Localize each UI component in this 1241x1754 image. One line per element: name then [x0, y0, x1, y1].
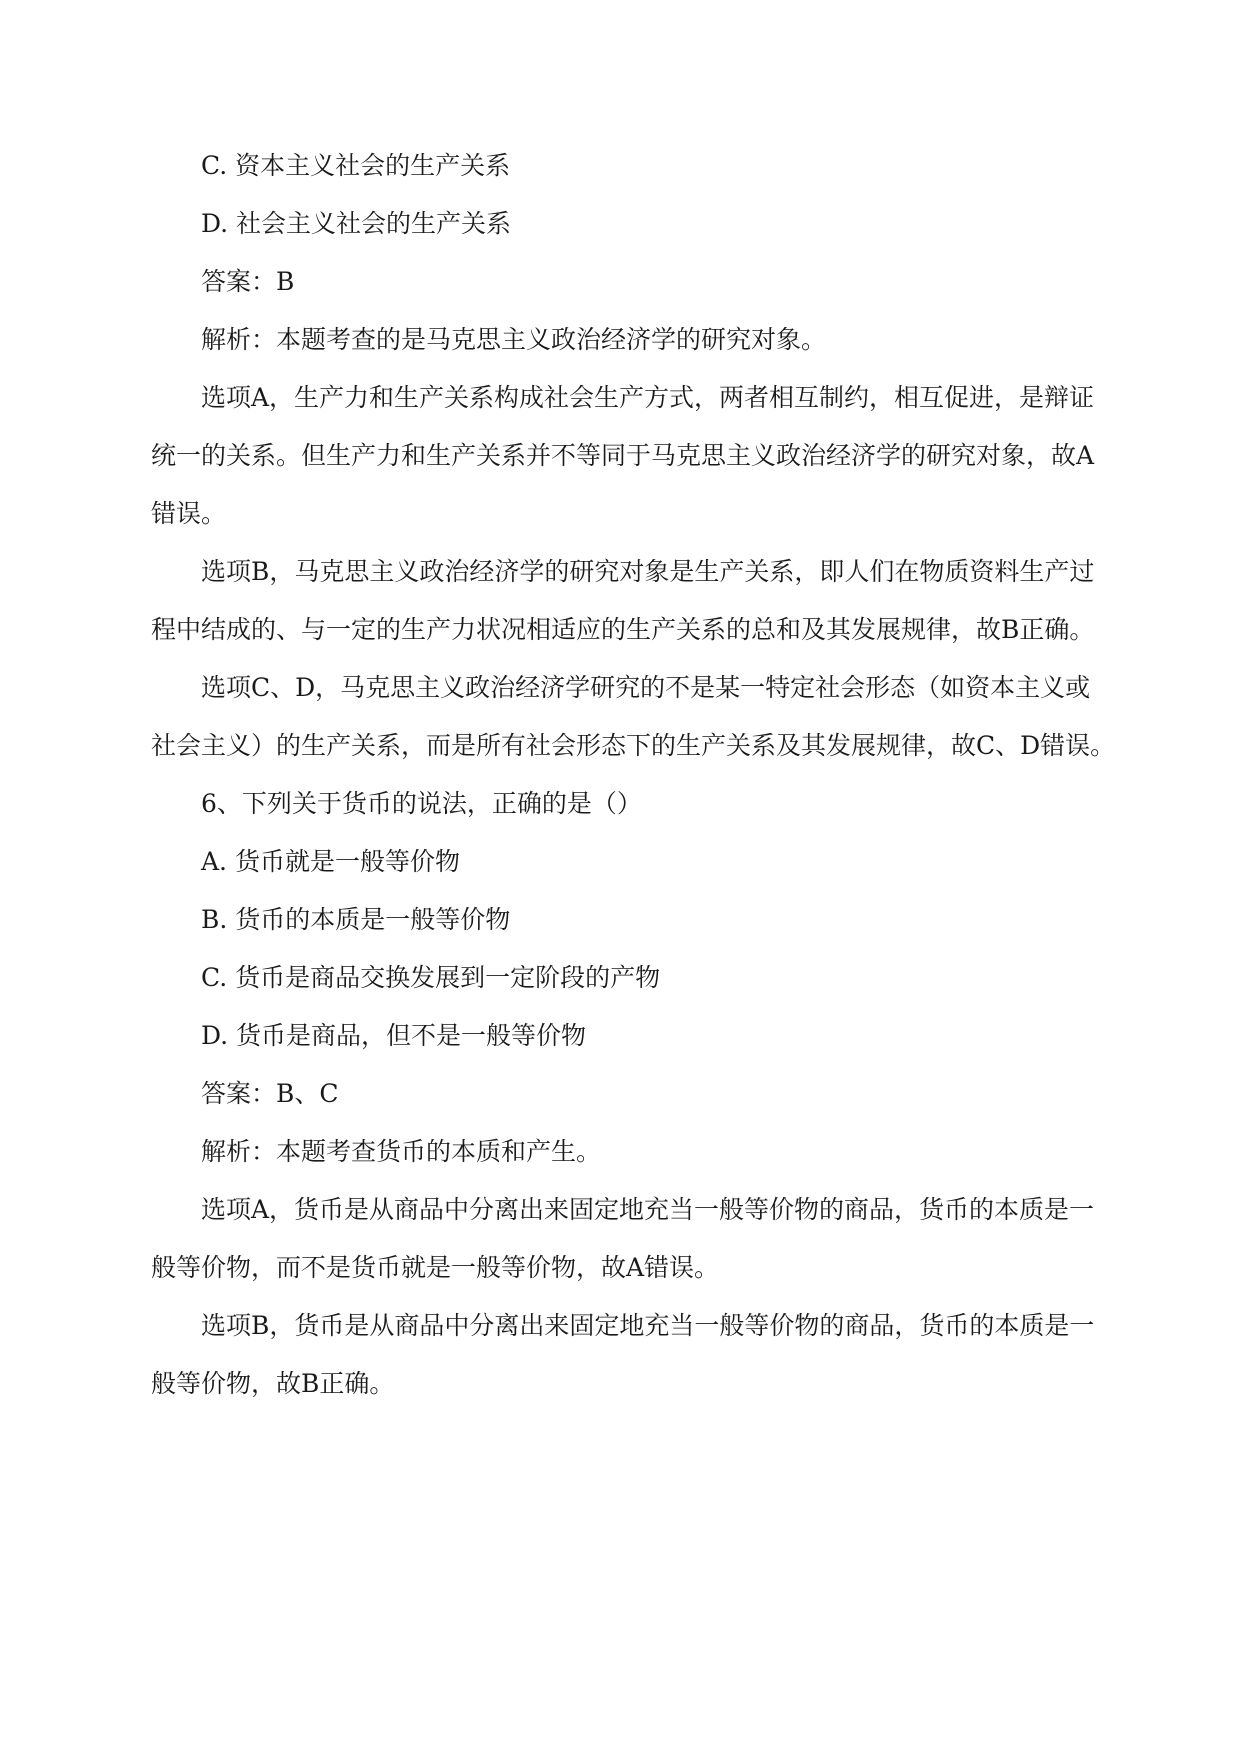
- paragraph-line: 错误。: [151, 499, 227, 528]
- paragraph-line: 选项C、D，马克思主义政治经济学研究的不是某一特定社会形态（如资本主义或: [201, 673, 1091, 702]
- paragraph-line: 程中结成的、与一定的生产力状况相适应的生产关系的总和及其发展规律，故B正确。: [151, 615, 1095, 644]
- option-line: D. 社会主义社会的生产关系: [201, 209, 512, 238]
- option-line: D. 货币是商品，但不是一般等价物: [201, 1021, 587, 1050]
- answer-line: 答案：B、C: [201, 1079, 339, 1108]
- paragraph-line: 选项B，货币是从商品中分离出来固定地充当一般等价物的商品，货币的本质是一: [201, 1311, 1095, 1340]
- option-line: C. 资本主义社会的生产关系: [201, 151, 511, 180]
- paragraph-line: 般等价物，而不是货币就是一般等价物，故A错误。: [151, 1253, 720, 1282]
- option-line: A. 货币就是一般等价物: [201, 847, 460, 876]
- answer-line: 答案：B: [201, 267, 295, 296]
- paragraph-line: 统一的关系。但生产力和生产关系并不等同于马克思主义政治经济学的研究对象，故A: [151, 441, 1095, 470]
- paragraph-line: 选项B，马克思主义政治经济学的研究对象是生产关系，即人们在物质资料生产过: [201, 557, 1095, 586]
- option-line: C. 货币是商品交换发展到一定阶段的产物: [201, 963, 661, 992]
- analysis-line: 解析：本题考查的是马克思主义政治经济学的研究对象。: [201, 325, 827, 354]
- paragraph-line: 社会主义）的生产关系，而是所有社会形态下的生产关系及其发展规律，故C、D错误。: [151, 731, 1116, 760]
- paragraph-line: 选项A，货币是从商品中分离出来固定地充当一般等价物的商品，货币的本质是一: [201, 1195, 1095, 1224]
- paragraph-line: 选项A，生产力和生产关系构成社会生产方式，两者相互制约，相互促进，是辩证: [201, 383, 1095, 412]
- question-line: 6、下列关于货币的说法，正确的是（）: [201, 789, 642, 818]
- option-line: B. 货币的本质是一般等价物: [201, 905, 511, 934]
- paragraph-line: 般等价物，故B正确。: [151, 1369, 395, 1398]
- analysis-line: 解析：本题考查货币的本质和产生。: [201, 1137, 602, 1166]
